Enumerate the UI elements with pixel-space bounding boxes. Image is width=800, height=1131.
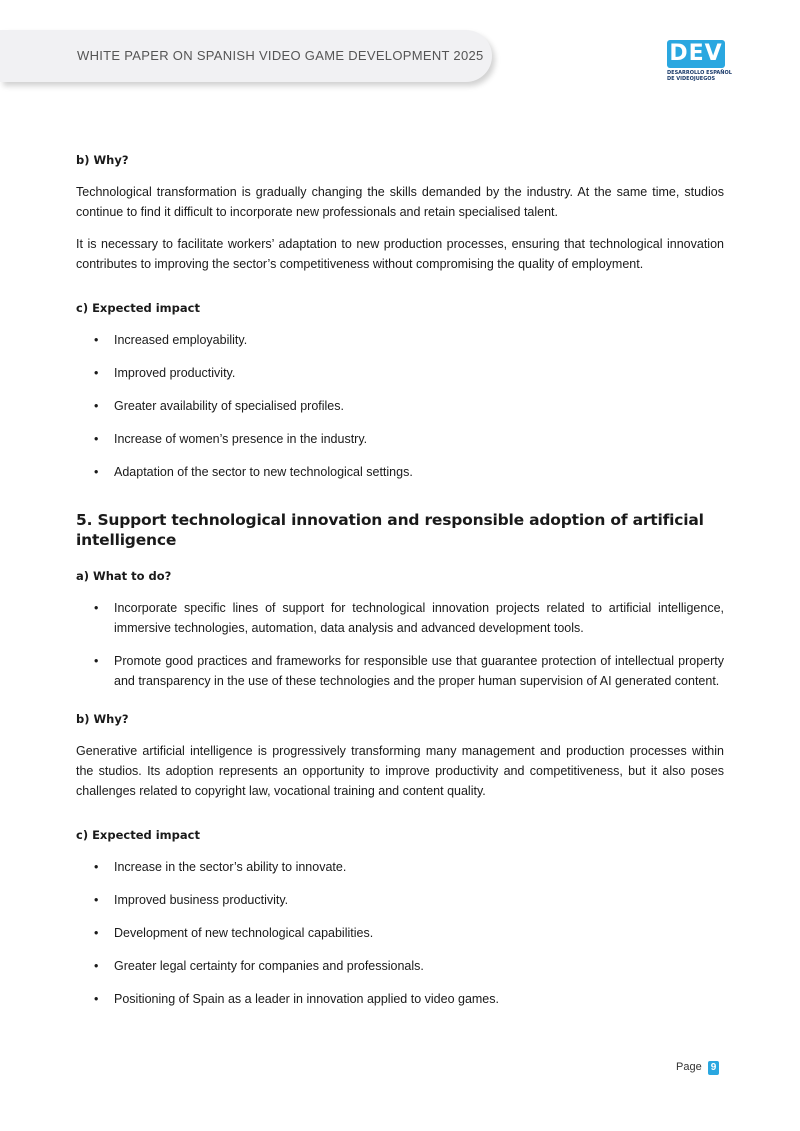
list-item: • Greater legal certainty for companies and professionals.: [94, 959, 424, 973]
document-title: WHITE PAPER ON SPANISH VIDEO GAME DEVELOPMENT 2025: [77, 48, 484, 63]
paragraph: Generative artificial intelligence is progressively transforming many management and production processes within the studios. Its adoption represents an opportunity to improve productivity and competitiveness, but it also poses challenges related to copyright law, vocational training and content quality.: [76, 744, 724, 798]
section-title: 5. Support technological innovation and responsible adoption of artificial intelligence: [76, 511, 704, 549]
why-heading: b) Why?: [76, 153, 129, 167]
what-heading: a) What to do?: [76, 569, 172, 583]
list-item: • Development of new technological capabilities.: [94, 926, 374, 940]
list-item: • Adaptation of the sector to new technological settings.: [94, 465, 413, 479]
list-item: • Greater availability of specialised profiles.: [94, 399, 344, 413]
list-item: • Increased employability.: [94, 333, 248, 347]
list-item: • Increase of women’s presence in the industry.: [94, 432, 368, 446]
dev-logo: [667, 40, 732, 84]
paragraph: Technological transformation is gradually changing the skills demanded by the industry. At the same time, studios continue to find it difficult to incorporate new professionals and retain specialised talent.: [76, 185, 724, 219]
impact-list: [76, 330, 724, 482]
page-label: Page: [676, 1061, 702, 1073]
impact-list: [76, 857, 724, 1009]
page-number: 9: [708, 1061, 720, 1075]
list-item: • Promote good practices and frameworks for responsible use that guarantee protection of intellectual property and transparency in the use of these technologies and the proper human supervision of AI generated content.: [94, 654, 724, 688]
impact-heading: c) Expected impact: [76, 301, 200, 315]
page-content: [76, 150, 724, 1027]
logo-mark: DEV: [667, 40, 725, 68]
list-item: • Increase in the sector’s ability to innovate.: [94, 860, 347, 874]
list-item: • Improved business productivity.: [94, 893, 289, 907]
paragraph: It is necessary to facilitate workers’ adaptation to new production processes, ensuring that technological innovation contributes to improving the sector’s competitiveness without compromising the quality of employment.: [76, 237, 724, 271]
what-list: [76, 598, 724, 691]
impact-heading: c) Expected impact: [76, 828, 200, 842]
page-footer: [676, 1061, 719, 1075]
list-item: • Positioning of Spain as a leader in innovation applied to video games.: [94, 992, 499, 1006]
list-item: • Incorporate specific lines of support for technological innovation projects related to artificial intelligence, immersive technologies, automation, data analysis and advanced development tools.: [94, 601, 724, 635]
logo-subtitle: DESARROLLO ESPAÑOL DE VIDEOJUEGOS: [667, 70, 732, 82]
why-heading: b) Why?: [76, 712, 129, 726]
list-item: • Improved productivity.: [94, 366, 236, 380]
